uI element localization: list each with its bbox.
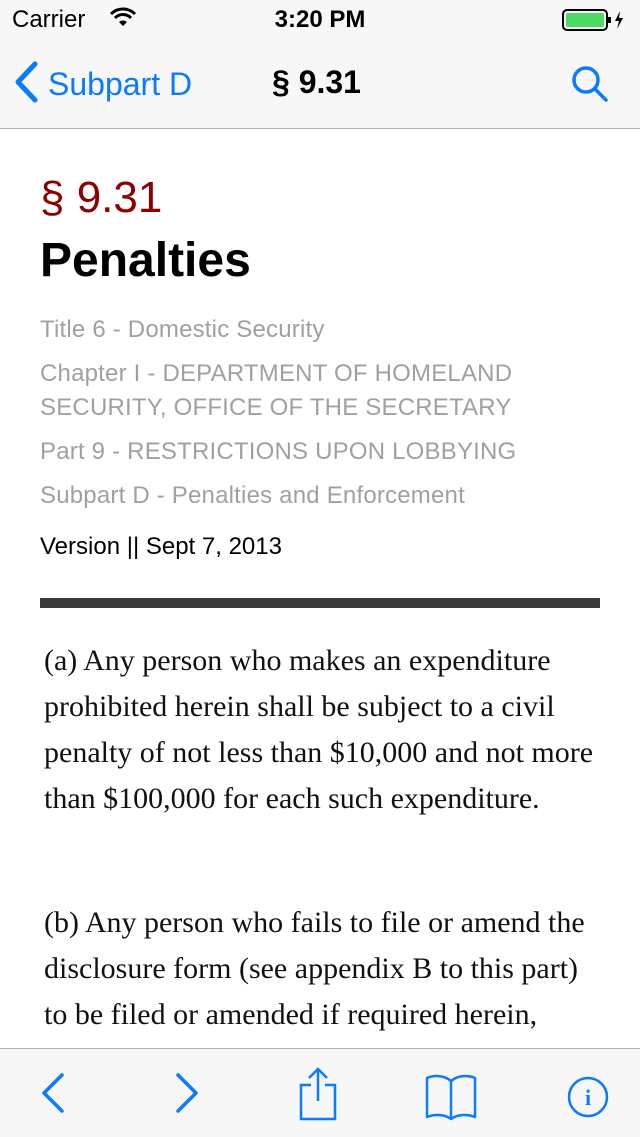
version-label: Version || Sept 7, 2013 [40, 533, 282, 560]
bookmarks-button[interactable] [424, 1073, 478, 1124]
previous-section-button[interactable] [38, 1069, 68, 1122]
share-icon [298, 1108, 338, 1125]
svg-text:i: i [584, 1085, 592, 1110]
search-icon [570, 91, 610, 108]
carrier-label: Carrier [12, 6, 86, 33]
back-button[interactable] [14, 62, 192, 106]
regulation-content[interactable] [0, 129, 640, 1048]
battery-icon [562, 9, 626, 36]
bottom-toolbar [0, 1048, 640, 1137]
nav-title: § 9.31 [272, 64, 361, 100]
breadcrumb-subpart: Subpart D - Penalties and Enforcement [40, 482, 465, 509]
status-time: 3:20 PM [274, 6, 366, 33]
paragraph-a: (a) Any person who makes an expenditure prohibited herein shall be subject to a civil penalty of not less than $10,000 and not more than $100,000 for each such expenditure. [44, 644, 594, 815]
prev-icon [38, 1104, 68, 1121]
share-button[interactable] [298, 1067, 338, 1126]
breadcrumb-chapter: Chapter I - DEPARTMENT OF HOMELAND SECURITY, OFFICE OF THE SECRETARY [40, 360, 513, 421]
next-icon [172, 1104, 202, 1121]
breadcrumb-part: Part 9 - RESTRICTIONS UPON LOBBYING [40, 438, 517, 465]
info-button[interactable] [566, 1075, 610, 1124]
status-bar [0, 0, 640, 40]
section-number: § 9.31 [40, 173, 163, 222]
paragraph-b: (b) Any person who fails to file or amend the disclosure form (see appendix B to this part) to be filed or amended if required herein, [44, 906, 585, 1031]
navigation-bar [0, 40, 640, 129]
next-section-button[interactable] [172, 1069, 202, 1122]
search-button[interactable] [570, 64, 610, 109]
info-icon [566, 1085, 610, 1123]
breadcrumb [40, 313, 600, 523]
divider [40, 598, 600, 608]
breadcrumb-title: Title 6 - Domestic Security [40, 316, 325, 343]
chevron-left-icon [14, 62, 38, 107]
book-icon [424, 1106, 478, 1123]
back-button-label: Subpart D [48, 65, 193, 102]
section-title: Penalties [40, 234, 251, 287]
